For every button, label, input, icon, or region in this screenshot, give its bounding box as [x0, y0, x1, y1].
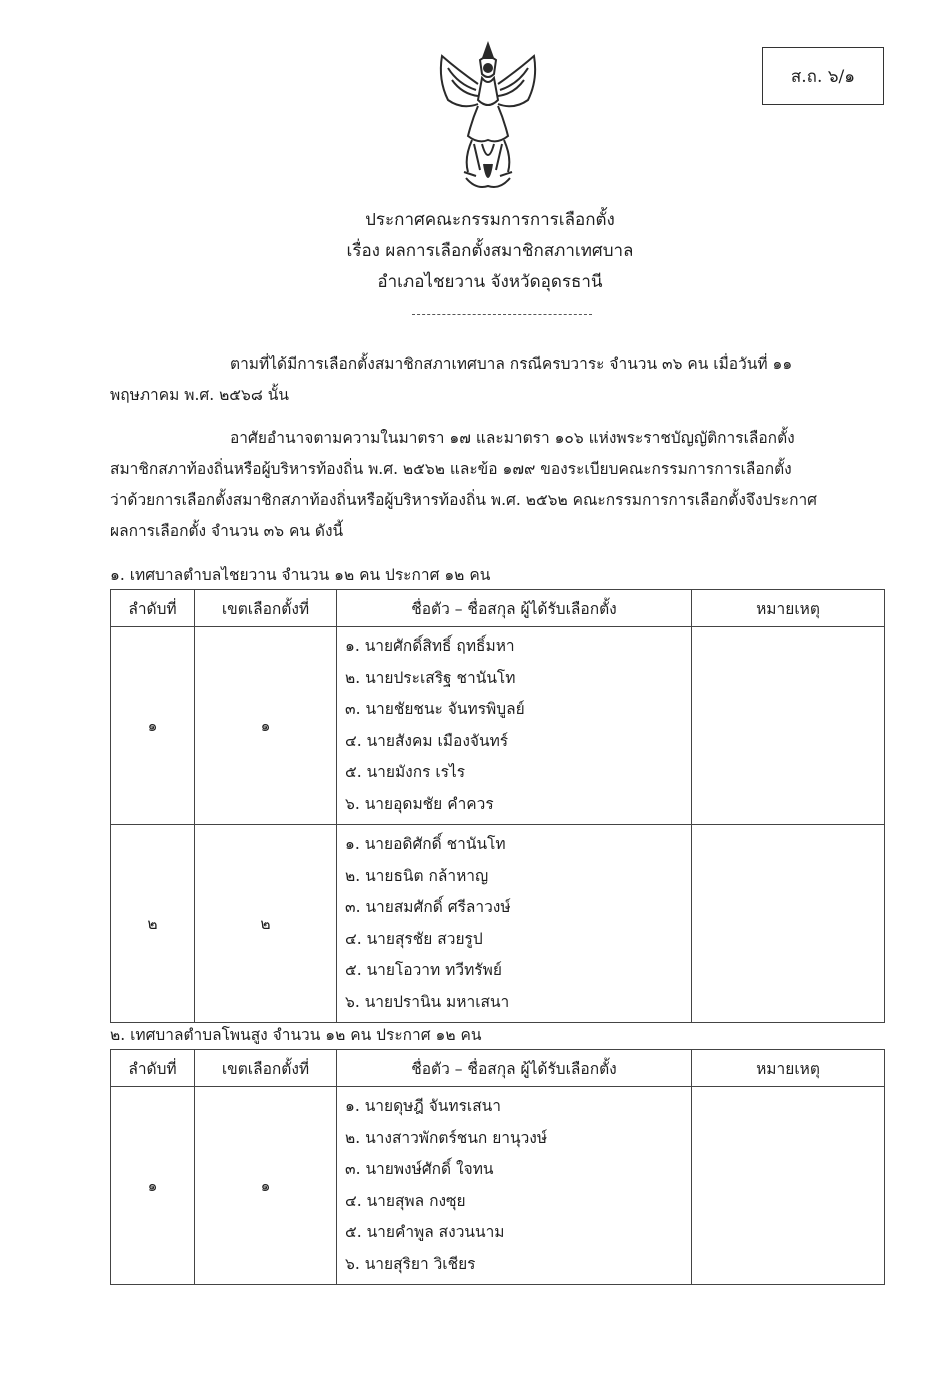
- section-2-heading: ๒. เทศบาลตำบลโพนสูง จำนวน ๑๒ คน ประกาศ ๑๒ คน: [110, 1026, 482, 1044]
- names-cell: [337, 825, 692, 1023]
- winner-name: ๕. นายมังกร เรไร: [345, 763, 466, 781]
- order-cell: ๒: [111, 825, 195, 1023]
- table-row: [111, 825, 885, 1023]
- name-header: ชื่อตัว – ชื่อสกุล ผู้ได้รับเลือกตั้ง: [337, 590, 692, 627]
- title-divider: [412, 314, 592, 315]
- document-code-box: [762, 47, 884, 105]
- paragraph-2-line-3: ว่าด้วยการเลือกตั้งสมาชิกสภาท้องถิ่นหรือผู้บริหารท้องถิ่น พ.ศ. ๒๕๖๒ คณะกรรมการการเลือกตั้งจึงประกาศ: [110, 491, 817, 509]
- winner-name: ๑. นายอดิศักดิ์ ชานันโท: [345, 835, 506, 853]
- paragraph-2: [110, 423, 890, 547]
- table-row: [111, 627, 885, 825]
- winner-name: ๔. นายสุรชัย สวยรูป: [345, 929, 483, 948]
- winner-name: ๓. นายสมศักดิ์ ศรีลาวงษ์: [345, 898, 511, 916]
- remark-header: หมายเหตุ: [692, 590, 885, 627]
- order-header: ลำดับที่: [111, 590, 195, 627]
- remark-header: หมายเหตุ: [692, 1050, 885, 1087]
- district-cell: ๑: [195, 1087, 337, 1285]
- paragraph-1: [110, 349, 890, 411]
- district-header: เขตเลือกตั้งที่: [195, 1050, 337, 1087]
- remark-cell: [692, 627, 885, 825]
- section-1-heading: ๑. เทศบาลตำบลไชยวาน จำนวน ๑๒ คน ประกาศ ๑๒ คน: [110, 566, 491, 584]
- announcement-title-block: [0, 205, 950, 298]
- names-cell: [337, 1087, 692, 1285]
- winner-name: ๓. นายพงษ์ศักดิ์ ใจทน: [345, 1160, 494, 1178]
- winner-name: ๓. นายชัยชนะ จันทรพิบูลย์: [345, 700, 525, 718]
- name-header: ชื่อตัว – ชื่อสกุล ผู้ได้รับเลือกตั้ง: [337, 1050, 692, 1087]
- paragraph-2-line-2: สมาชิกสภาท้องถิ่นหรือผู้บริหารท้องถิ่น พ.ศ. ๒๕๖๒ และข้อ ๑๗๙ ของระเบียบคณะกรรมการการเลือกตั้ง: [110, 460, 792, 478]
- winner-name: ๔. นายสุพล กงซุย: [345, 1191, 466, 1210]
- names-cell: [337, 627, 692, 825]
- document-code: ส.ถ. ๖/๑: [790, 66, 856, 87]
- section-1-table: [110, 589, 885, 1023]
- garuda-emblem-icon: [428, 40, 548, 200]
- winner-name: ๒. นายประเสริฐ ชานันโท: [345, 668, 516, 687]
- order-cell: ๑: [111, 1087, 195, 1285]
- order-header: ลำดับที่: [111, 1050, 195, 1087]
- remark-cell: [692, 1087, 885, 1285]
- winner-name: ๖. นายอุดมชัย คำควร: [345, 794, 494, 813]
- title-line-1: ประกาศคณะกรรมการการเลือกตั้ง: [365, 210, 615, 230]
- paragraph-1-line-2: พฤษภาคม พ.ศ. ๒๕๖๘ นั้น: [110, 386, 289, 404]
- winner-name: ๔. นายสังคม เมืองจันทร์: [345, 731, 509, 750]
- winner-name: ๑. นายศักดิ์สิทธิ์ ฤทธิ์มหา: [345, 637, 515, 655]
- winner-name: ๖. นายสุริยา วิเชียร: [345, 1254, 476, 1273]
- table-header-row: [111, 1050, 885, 1087]
- district-header: เขตเลือกตั้งที่: [195, 590, 337, 627]
- section-2-table: [110, 1049, 885, 1285]
- paragraph-2-line-4: ผลการเลือกตั้ง จำนวน ๓๖ คน ดังนี้: [110, 522, 344, 540]
- table-header-row: [111, 590, 885, 627]
- title-line-3: อำเภอไชยวาน จังหวัดอุดรธานี: [377, 272, 603, 292]
- title-line-2: เรื่อง ผลการเลือกตั้งสมาชิกสภาเทศบาล: [346, 241, 634, 261]
- district-cell: ๑: [195, 627, 337, 825]
- order-cell: ๑: [111, 627, 195, 825]
- winner-name: ๕. นายคำพูล สงวนนาม: [345, 1223, 505, 1241]
- winner-name: ๖. นายปรานิน มหาเสนา: [345, 992, 510, 1011]
- winner-name: ๒. นางสาวพักตร์ชนก ยานุวงษ์: [345, 1128, 548, 1147]
- remark-cell: [692, 825, 885, 1023]
- district-cell: ๒: [195, 825, 337, 1023]
- winner-name: ๑. นายดุษฎี จันทรเสนา: [345, 1097, 501, 1115]
- paragraph-2-line-1: อาศัยอำนาจตามความในมาตรา ๑๗ และมาตรา ๑๐๖ แห่งพระราชบัญญัติการเลือกตั้ง: [230, 429, 795, 447]
- table-row: [111, 1087, 885, 1285]
- paragraph-1-line-1: ตามที่ได้มีการเลือกตั้งสมาชิกสภาเทศบาล กรณีครบวาระ จำนวน ๓๖ คน เมื่อวันที่ ๑๑: [230, 355, 793, 373]
- winner-name: ๒. นายธนิต กล้าหาญ: [345, 866, 489, 885]
- winner-name: ๕. นายโอวาท ทวีทรัพย์: [345, 961, 502, 979]
